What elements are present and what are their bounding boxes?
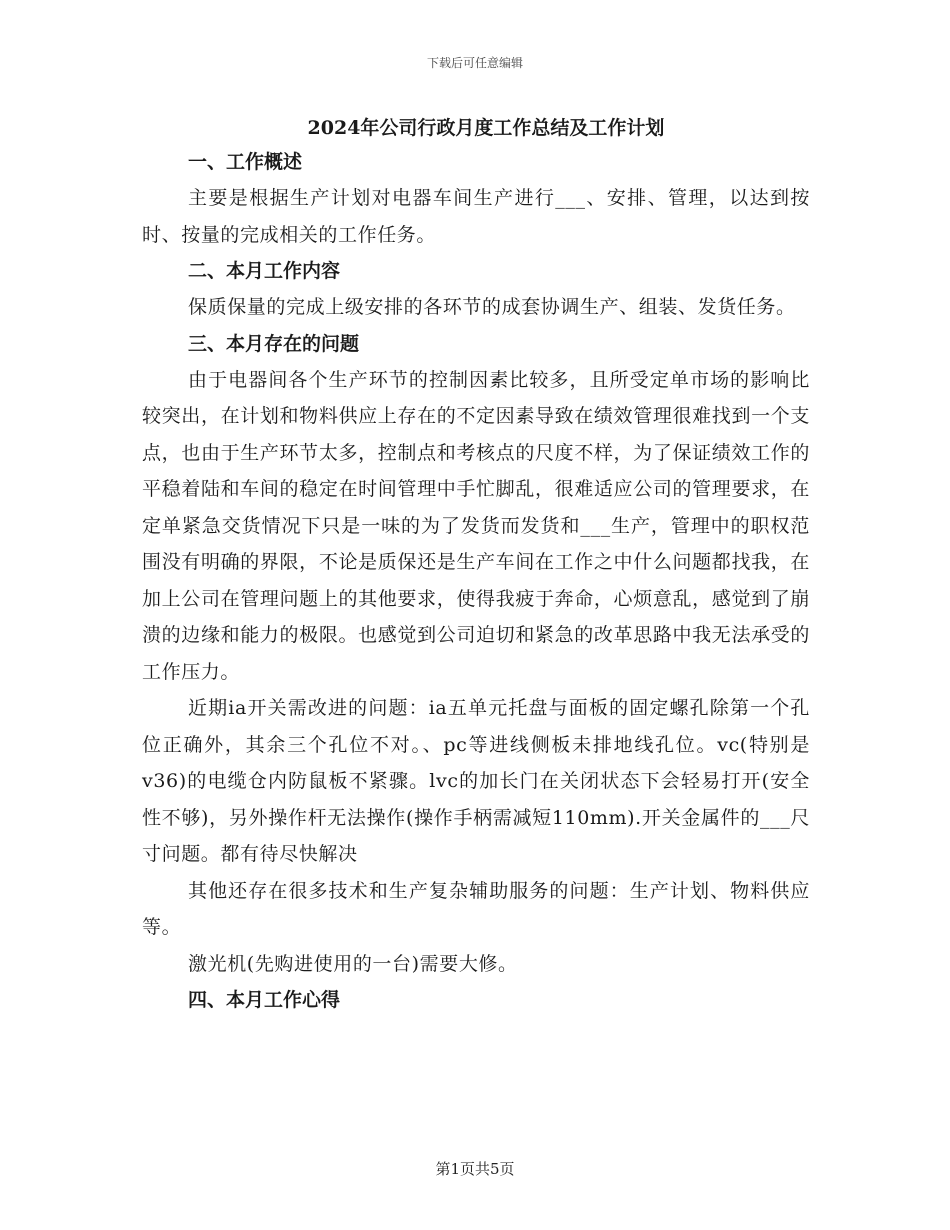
section-problems bbox=[142, 326, 810, 983]
section-heading: 一、工作概述 bbox=[188, 151, 303, 173]
paragraph: 激光机(先购进使用的一台)需要大修。 bbox=[188, 952, 518, 975]
section-heading: 三、本月存在的问题 bbox=[188, 332, 360, 355]
document-title: 2024年公司行政月度工作总结及工作计划 bbox=[307, 117, 665, 139]
section-heading: 二、本月工作内容 bbox=[188, 260, 341, 282]
section-overview bbox=[142, 144, 810, 253]
paragraph: 保质保量的完成上级安排的各环节的成套协调生产、组装、发货任务。 bbox=[188, 296, 796, 318]
paragraph: 其他还存在很多技术和生产复杂辅助服务的问题：生产计划、物料供应等。 bbox=[142, 879, 810, 938]
section-heading: 四、本月工作心得 bbox=[188, 989, 341, 1011]
paragraph: 主要是根据生产计划对电器车间生产进行___、安排、管理，以达到按时、按量的完成相关的工作任务。 bbox=[142, 187, 810, 246]
paragraph: 近期ia开关需改进的问题：ia五单元托盘与面板的固定螺孔除第一个孔位正确外，其余三个孔位不对。、pc等进线侧板未排地线孔位。vc(特别是v36)的电缆仓内防鼠板不紧骤。lvc的加长门在关闭状态下会轻易打开(安全性不够)，另外操作杆无法操作(操作手柄需减短110mm).开关金属件的___尺寸问题。都有待尽快解决 bbox=[142, 697, 810, 865]
section-monthly-work bbox=[142, 253, 810, 326]
section-insights bbox=[142, 982, 810, 1018]
paragraph: 由于电器间各个生产环节的控制因素比较多，且所受定单市场的影响比较突出，在计划和物料供应上存在的不定因素导致在绩效管理很难找到一个支点，也由于生产环节太多，控制点和考核点的尺度不样，为了保证绩效工作的平稳着陆和车间的稳定在时间管理中手忙脚乱，很难适应公司的管理要求，在定单紧急交货情况下只是一味的为了发货而发货和___生产，管理中的职权范围没有明确的界限，不论是质保还是生产车间在工作之中什么问题都找我，在加上公司在管理问题上的其他要求，使得我疲于奔命，心烦意乱，感觉到了崩溃的边缘和能力的极限。也感觉到公司迫切和紧急的改革思路中我无法承受的工作压力。 bbox=[142, 368, 810, 683]
page-number: 第1页共5页 bbox=[435, 1160, 515, 1178]
page-header-note: 下载后可任意编辑 bbox=[426, 56, 523, 70]
document-body bbox=[142, 112, 810, 1018]
